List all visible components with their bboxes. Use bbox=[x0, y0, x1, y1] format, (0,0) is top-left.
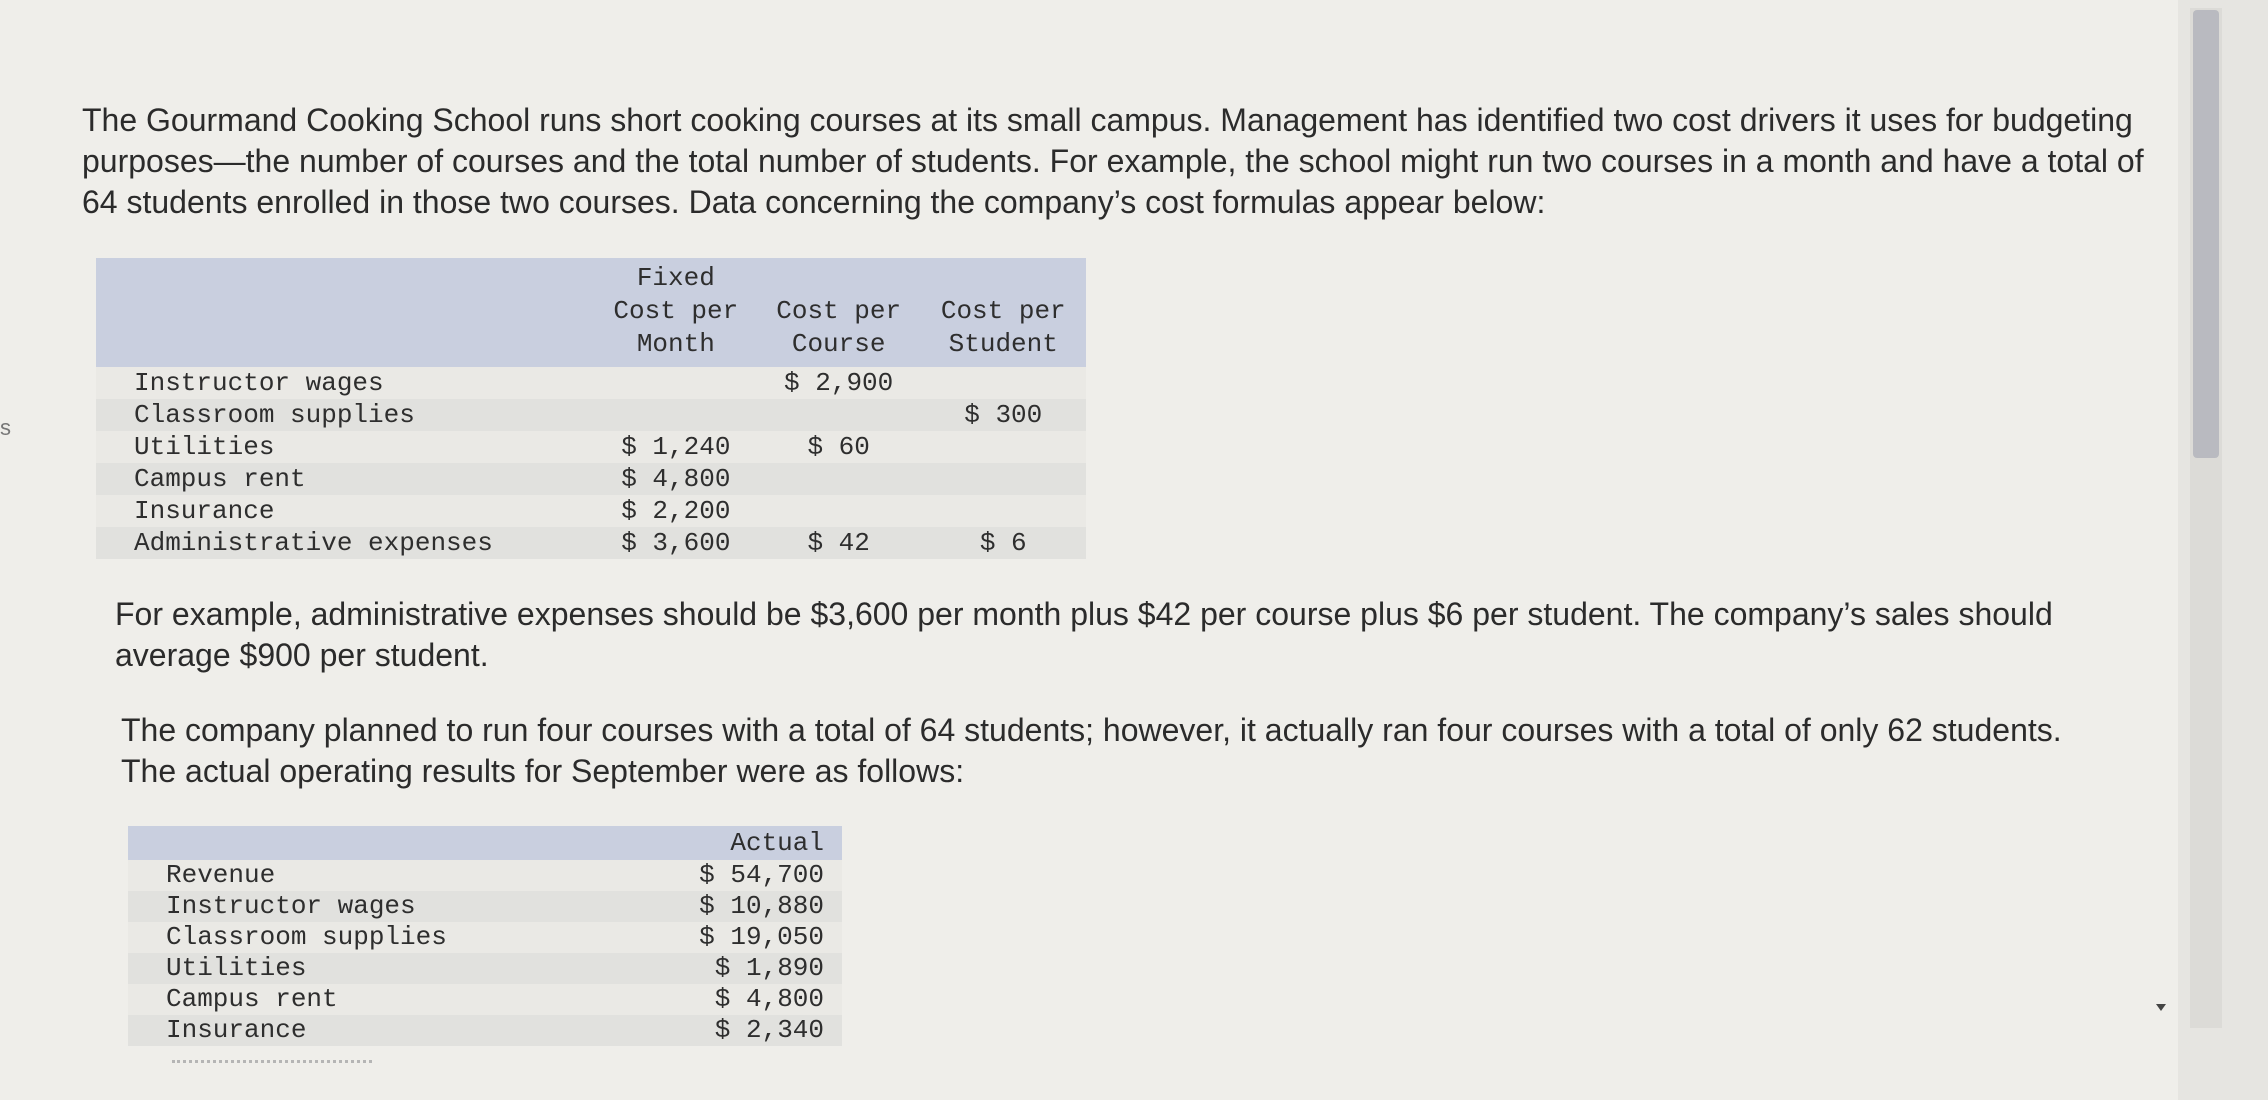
cut-off-row bbox=[172, 1060, 372, 1077]
plan-paragraph: The company planned to run four courses with a total of 64 students; however, it actually ran four courses with a total of only 62 students. The actual operating results for September were as follows: bbox=[121, 712, 2062, 789]
actual-value-cell: $ 19,050 bbox=[674, 922, 842, 953]
row-label: Campus rent bbox=[128, 984, 674, 1015]
student-cost-cell bbox=[921, 495, 1086, 527]
student-cost-cell bbox=[921, 463, 1086, 495]
table-row bbox=[96, 463, 1086, 495]
row-label: Revenue bbox=[128, 860, 674, 891]
course-cost-cell: $ 60 bbox=[757, 431, 921, 463]
table-row bbox=[128, 984, 842, 1015]
row-label: Utilities bbox=[128, 953, 674, 984]
course-cost-cell bbox=[757, 463, 921, 495]
header-actual: Actual bbox=[674, 826, 842, 860]
student-cost-cell bbox=[921, 367, 1086, 399]
actual-value-cell: $ 2,340 bbox=[674, 1015, 842, 1046]
course-cost-cell bbox=[757, 399, 921, 431]
fixed-cost-cell bbox=[595, 367, 757, 399]
fixed-cost-cell: $ 4,800 bbox=[595, 463, 757, 495]
actual-value-cell: $ 10,880 bbox=[674, 891, 842, 922]
table-row bbox=[96, 367, 1086, 399]
example-paragraph: For example, administrative expenses should be $3,600 per month plus $42 per course plus $6 per student. The company’s sales should average $900 per student. bbox=[115, 596, 2053, 673]
intro-paragraph: The Gourmand Cooking School runs short cooking courses at its small campus. Management has identified two cost drivers it uses for budgeting purposes—the number of courses and the total number of students. For example, the school might run two courses in a month and have a total of 64 students enrolled in those two courses. Data concerning the company’s cost formulas appear below: bbox=[82, 102, 2144, 220]
table-row bbox=[96, 399, 1086, 431]
header-blank bbox=[96, 258, 595, 367]
student-cost-cell: $ 6 bbox=[921, 527, 1086, 559]
row-label: Administrative expenses bbox=[96, 527, 595, 559]
actual-value-cell: $ 4,800 bbox=[674, 984, 842, 1015]
fixed-cost-cell: $ 1,240 bbox=[595, 431, 757, 463]
row-label: Classroom supplies bbox=[128, 922, 674, 953]
actual-results-table bbox=[128, 826, 842, 1046]
table-row bbox=[128, 1015, 842, 1046]
edge-mark: s bbox=[0, 415, 11, 440]
row-label: Insurance bbox=[96, 495, 595, 527]
fixed-cost-cell: $ 2,200 bbox=[595, 495, 757, 527]
row-label: Instructor wages bbox=[128, 891, 674, 922]
row-label: Classroom supplies bbox=[96, 399, 595, 431]
row-label: Insurance bbox=[128, 1015, 674, 1046]
table-row bbox=[128, 891, 842, 922]
header-cost-per-student: Cost per Student bbox=[921, 258, 1086, 367]
course-cost-cell: $ 42 bbox=[757, 527, 921, 559]
row-label: Instructor wages bbox=[96, 367, 595, 399]
cost-formula-table bbox=[96, 258, 1086, 559]
fixed-cost-cell: $ 3,600 bbox=[595, 527, 757, 559]
table-row bbox=[128, 922, 842, 953]
scrollbar-thumb[interactable] bbox=[2193, 10, 2219, 458]
table-row bbox=[128, 953, 842, 984]
actual-value-cell: $ 1,890 bbox=[674, 953, 842, 984]
student-cost-cell: $ 300 bbox=[921, 399, 1086, 431]
header-blank bbox=[128, 826, 674, 860]
actual-value-cell: $ 54,700 bbox=[674, 860, 842, 891]
course-cost-cell bbox=[757, 495, 921, 527]
student-cost-cell bbox=[921, 431, 1086, 463]
course-cost-cell: $ 2,900 bbox=[757, 367, 921, 399]
scroll-down-arrow-icon[interactable] bbox=[2156, 1004, 2166, 1011]
actual-table-header bbox=[128, 826, 842, 860]
row-label: Campus rent bbox=[96, 463, 595, 495]
table-row bbox=[96, 431, 1086, 463]
cost-table-header bbox=[96, 258, 1086, 367]
table-row bbox=[96, 527, 1086, 559]
header-fixed-cost: Fixed Cost per Month bbox=[595, 258, 757, 367]
table-row bbox=[96, 495, 1086, 527]
table-row bbox=[128, 860, 842, 891]
header-cost-per-course: Cost per Course bbox=[757, 258, 921, 367]
row-label: Utilities bbox=[96, 431, 595, 463]
fixed-cost-cell bbox=[595, 399, 757, 431]
